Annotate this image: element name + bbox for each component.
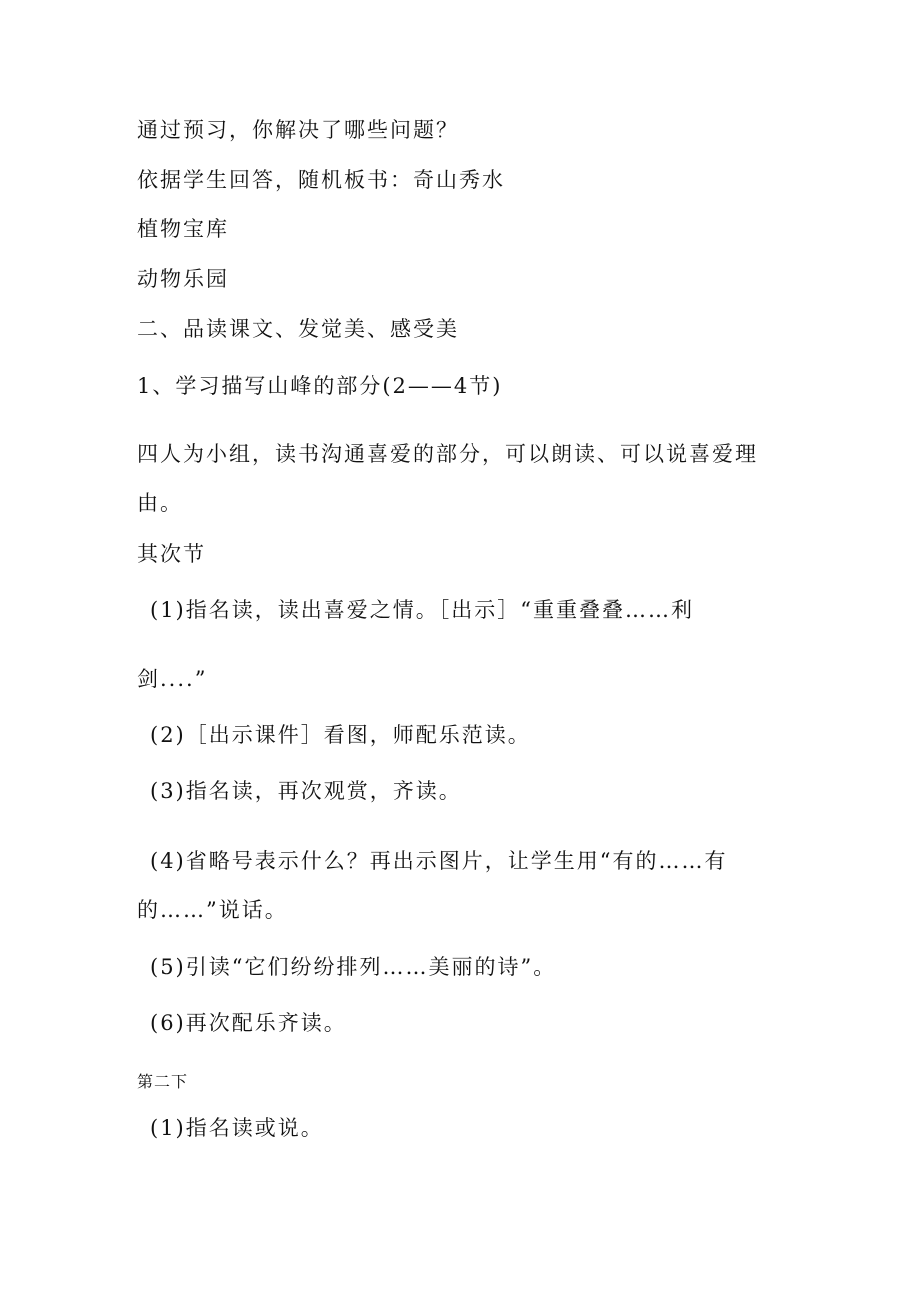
- section-label-next: 第二下: [137, 1072, 189, 1091]
- list-item-1: (1)指名读，读出喜爱之情。［出示］“重重叠叠……利: [150, 598, 694, 622]
- list-item-next-1: (1)指名读或说。: [150, 1116, 324, 1140]
- list-item-5: (5)引读“它们纷纷排列……美丽的诗”。: [150, 955, 557, 979]
- list-item-2: (2)［出示课件］看图，师配乐范读。: [150, 723, 531, 747]
- list-item-4-cont: 的……”说话。: [137, 898, 288, 922]
- section-heading-two: 二、品读课文、发觉美、感受美: [137, 317, 459, 341]
- list-item-3: (3)指名读，再次观赏，齐读。: [150, 779, 462, 803]
- text-line-group-reading: 四人为小组，读书沟通喜爱的部分，可以朗读、可以说喜爱理: [137, 442, 758, 466]
- text-line-animal-park: 动物乐园: [137, 267, 229, 291]
- text-line-blackboard: 依据学生回答，随机板书：奇山秀水: [137, 168, 505, 192]
- section-label-second: 其次节: [137, 542, 206, 566]
- subsection-heading-one: 1、学习描写山峰的部分(2——4节): [137, 374, 503, 398]
- text-line-group-reading-cont: 由。: [137, 491, 183, 515]
- text-line-question: 通过预习，你解决了哪些问题？: [137, 118, 459, 142]
- text-line-plant-treasury: 植物宝库: [137, 217, 229, 241]
- list-item-4: (4)省略号表示什么？再出示图片，让学生用“有的……有: [150, 849, 728, 873]
- list-item-1-cont: 剑....”: [137, 667, 208, 691]
- list-item-6: (6)再次配乐齐读。: [150, 1011, 347, 1035]
